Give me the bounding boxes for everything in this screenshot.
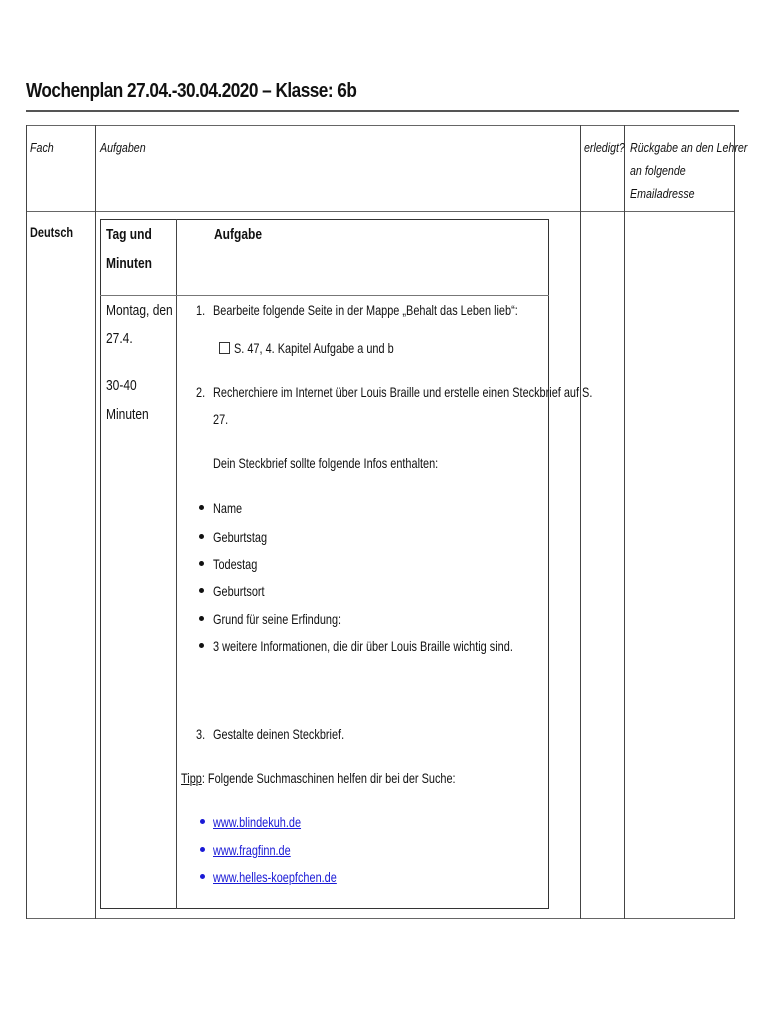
table-right-border (734, 125, 735, 919)
info-item: Geburtsort (213, 583, 265, 599)
task-2-number: 2. (196, 384, 206, 400)
link-bullet-icon (200, 847, 205, 852)
bullet-icon (199, 561, 204, 566)
link-helles-koepfchen[interactable]: www.helles-koepfchen.de (213, 869, 337, 885)
link-item (213, 809, 301, 835)
header-rueckgabe-line1: Rückgabe an den Lehrer (630, 140, 748, 155)
tipp-text: : Folgende Suchmaschinen helfen dir bei der Suche: (201, 770, 456, 786)
page-title: Wochenplan 27.04.-30.04.2020 – Klasse: 6b (26, 80, 357, 102)
checkbox-icon (219, 342, 230, 354)
header-erledigt: erledigt? (584, 140, 625, 155)
minutes-label: Minuten (106, 406, 149, 423)
day-label: Montag, den (106, 302, 173, 319)
inner-header-aufgabe: Aufgabe (214, 226, 262, 243)
day-date: 27.4. (106, 330, 133, 347)
header-rueckgabe-line3: Emailadresse (630, 186, 695, 201)
link-fragfinn[interactable]: www.fragfinn.de (213, 842, 291, 858)
info-item: Name (213, 500, 243, 516)
link-bullet-icon (200, 819, 205, 824)
header-aufgaben: Aufgaben (100, 140, 146, 155)
info-item: 3 weitere Informationen, die dir über Louis Braille wichtig sind. (213, 638, 513, 654)
link-item (213, 864, 337, 890)
bullet-icon (199, 616, 204, 621)
title-underline (26, 110, 739, 112)
task-1-number: 1. (196, 302, 206, 318)
header-rueckgabe-line2: an folgende (630, 163, 686, 178)
task-1-subtask: S. 47, 4. Kapitel Aufgabe a und b (234, 340, 394, 356)
inner-header-tag: Tag und (106, 226, 152, 243)
task-2-text-line2: 27. (213, 411, 229, 427)
bullet-icon (199, 643, 204, 648)
info-item: Geburtstag (213, 529, 268, 545)
table-bottom-border (26, 918, 735, 919)
info-item: Todestag (213, 556, 258, 572)
col-divider-erledigt (580, 125, 581, 919)
tipp-line (181, 765, 456, 791)
bullet-icon (199, 588, 204, 593)
bullet-icon (199, 505, 204, 510)
table-left-border (26, 125, 27, 919)
header-row-border (26, 211, 735, 212)
link-blindekuh[interactable]: www.blindekuh.de (213, 814, 302, 830)
task-2-text-line1: Recherchiere im Internet über Louis Braille und erstelle einen Steckbrief auf S. (213, 384, 593, 400)
subject-deutsch: Deutsch (30, 224, 74, 240)
link-item (213, 837, 291, 863)
table-top-border (26, 125, 735, 126)
inner-col-divider (176, 219, 177, 909)
inner-header-minuten: Minuten (106, 255, 152, 272)
task-1-text: Bearbeite folgende Seite in der Mappe „Behalt das Leben lieb“: (213, 302, 518, 318)
bullet-icon (199, 534, 204, 539)
steckbrief-intro: Dein Steckbrief sollte folgende Infos enthalten: (213, 455, 439, 471)
minutes-value: 30-40 (106, 377, 137, 394)
task-3-number: 3. (196, 726, 206, 742)
link-bullet-icon (200, 874, 205, 879)
task-3-text: Gestalte deinen Steckbrief. (213, 726, 345, 742)
col-divider-fach (95, 125, 96, 919)
header-fach: Fach (30, 140, 54, 155)
info-item: Grund für seine Erfindung: (213, 611, 342, 627)
col-divider-rueckgabe (624, 125, 625, 919)
tipp-label: Tipp (181, 770, 202, 786)
